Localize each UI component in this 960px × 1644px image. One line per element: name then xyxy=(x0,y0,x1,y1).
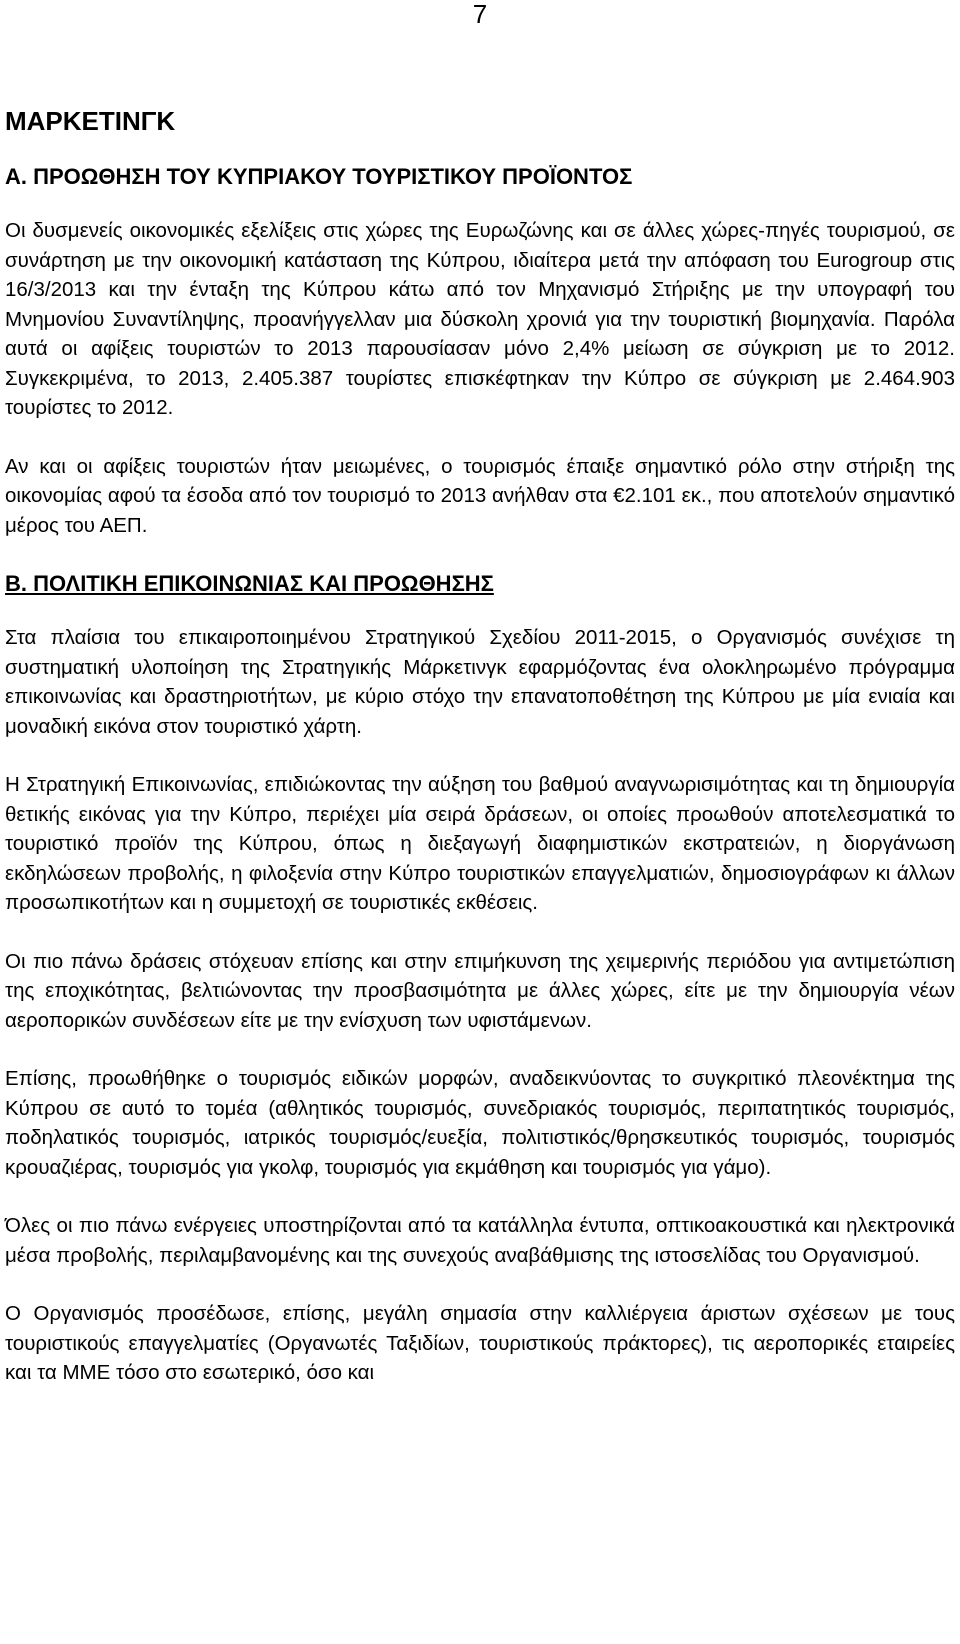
section-title-b: Β. ΠΟΛΙΤΙΚΗ ΕΠΙΚΟΙΝΩΝΙΑΣ ΚΑΙ ΠΡΟΩΘΗΣΗΣ xyxy=(5,571,494,596)
page-number: 7 xyxy=(472,0,488,29)
paragraph-b-1: Στα πλαίσια του επικαιροποιημένου Στρατηγικού Σχεδίου 2011-2015, ο Οργανισμός συνέχισε τη συστηματική υλοποίηση της Στρατηγικής Μάρκετινγκ εφαρμόζοντας ένα ολοκληρωμένο πρόγραμμα επικοινωνίας και δραστηριοτήτων, με κύριο στόχο την επανατοποθέτηση της Κύπρου με μία ενιαία και μοναδική εικόνα στον τουριστικό χάρτη. xyxy=(5,626,955,738)
document-body xyxy=(5,104,955,1417)
paragraph-a-1: Οι δυσμενείς οικονομικές εξελίξεις στις χώρες της Ευρωζώνης και σε άλλες χώρες-πηγές τουρισμού, σε συνάρτηση με την οικονομική κατάσταση της Κύπρου, ιδιαίτερα μετά την απόφαση του Eurogroup στις 16/3/2013 και την ένταξη της Κύπρου κάτω από τον Μηχανισμό Στήριξης με την υπογραφή του Μνημονίου Συναντίληψης, προανήγγελλαν μια δύσκολη χρονιά για την τουριστική βιομηχανία. Παρόλα αυτά οι αφίξεις τουριστών το 2013 παρουσίασαν μόνο 2,4% μείωση σε σύγκριση με το 2012. Συγκεκριμένα, το 2013, 2.405.387 τουρίστες επισκέφτηκαν την Κύπρο σε σύγκριση με 2.464.903 τουρίστες το 2012. xyxy=(5,219,955,419)
paragraph-b-5: Όλες οι πιο πάνω ενέργειες υποστηρίζονται από τα κατάλληλα έντυπα, οπτικοακουστικά και ηλεκτρονικά μέσα προβολής, περιλαμβανομένης και της συνεχούς αναβάθμισης της ιστοσελίδας του Οργανισμού. xyxy=(5,1214,955,1267)
section-title-a: Α. ΠΡΟΩΘΗΣΗ ΤΟΥ ΚΥΠΡΙΑΚΟΥ ΤΟΥΡΙΣΤΙΚΟΥ ΠΡΟΪΟΝΤΟΣ xyxy=(5,164,633,189)
paragraph-a-2: Αν και οι αφίξεις τουριστών ήταν μειωμένες, ο τουρισμός έπαιξε σημαντικό ρόλο στην στήριξη της οικονομίας αφού τα έσοδα από τον τουρισμό το 2013 ανήλθαν στα €2.101 εκ., που αποτελούν σημαντικό μέρος του ΑΕΠ. xyxy=(5,454,955,537)
paragraph-b-6: Ο Οργανισμός προσέδωσε, επίσης, μεγάλη σημασία στην καλλιέργεια άριστων σχέσεων με τους τουριστικούς επαγγελματίες (Οργανωτές Ταξιδίων, τουριστικούς πράκτορες), τις αεροπορικές εταιρείες και τα ΜΜΕ τόσο στο εσωτερικό, όσο και xyxy=(5,1302,955,1384)
paragraph-b-4: Επίσης, προωθήθηκε ο τουρισμός ειδικών μορφών, αναδεικνύοντας το συγκριτικό πλεονέκτημα της Κύπρου σε αυτό το τομέα (αθλητικός τουρισμός, συνεδριακός τουρισμός, περιπατητικός τουρισμός, ποδηλατικός τουρισμός, ιατρικός τουρισμός/ευεξία, πολιτιστικός/θρησκευτικός τουρισμός, τουρισμός κρουαζιέρας, τουρισμός για γκολφ, τουρισμός για εκμάθηση και τουρισμός για γάμο). xyxy=(5,1067,955,1179)
paragraph-b-2: Η Στρατηγική Επικοινωνίας, επιδιώκοντας την αύξηση του βαθμού αναγνωρισιμότητας και τη δημιουργία θετικής εικόνας για την Κύπρο, περιέχει μία σειρά δράσεων, οι οποίες προωθούν αποτελεσματικά το τουριστικό προϊόν της Κύπρου, όπως η διεξαγωγή διαφημιστικών εκστρατειών, η διοργάνωση εκδηλώσεων προβολής, η φιλοξενία στην Κύπρο τουριστικών επαγγελματιών, δημοσιογράφων κι άλλων προσωπικοτήτων και η συμμετοχή σε τουριστικές εκθέσεις. xyxy=(5,773,955,914)
paragraph-b-3: Οι πιο πάνω δράσεις στόχευαν επίσης και στην επιμήκυνση της χειμερινής περιόδου για αντιμετώπιση της εποχικότητας, βελτιώνοντας την προσβασιμότητα με άλλες χώρες, είτε με την δημιουργία νέων αεροπορικών συνδέσεων είτε με την ενίσχυση των υφιστάμενων. xyxy=(5,949,955,1032)
main-title: ΜΑΡΚΕΤΙΝΓΚ xyxy=(5,106,176,136)
